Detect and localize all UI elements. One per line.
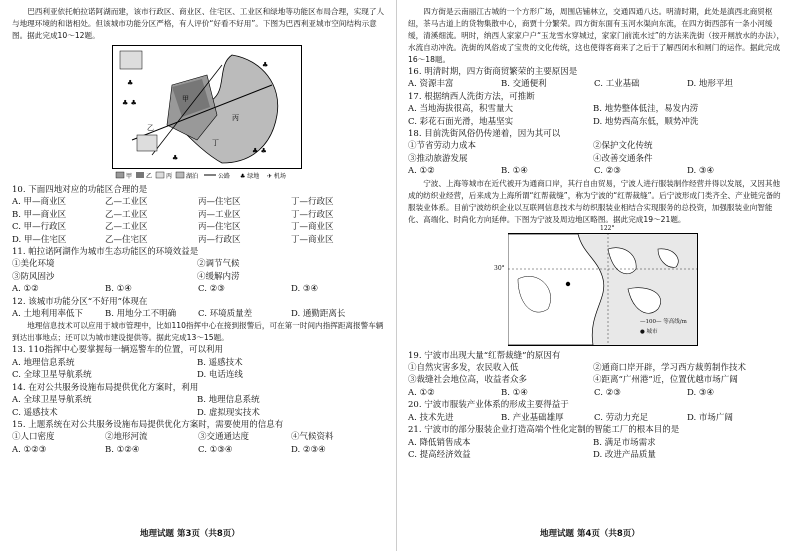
q20-stem: 20. 宁波市服装产业体系的形成主要得益于 — [408, 400, 569, 411]
option-text: A. 当地海拔很高，积雪量大 — [408, 104, 514, 115]
q10-option-a — [12, 196, 390, 208]
q15-items — [12, 431, 390, 443]
option-text: B. 地势整体低洼，易发内涝 — [593, 104, 699, 115]
svg-text:丙: 丙 — [166, 173, 173, 180]
option-text: D. 甲—住宅区 — [12, 234, 67, 245]
svg-text:甲: 甲 — [182, 95, 189, 103]
q17-options-2 — [408, 116, 786, 128]
option-text: C. ②③ — [594, 387, 621, 398]
q21-options-2 — [408, 449, 786, 461]
option-text: C. ②③ — [198, 284, 225, 295]
q17-options-1 — [408, 103, 786, 115]
right-page-footer: 地理试题 第4页（共8页） — [540, 529, 640, 539]
map-latitude-label: 30° — [494, 264, 505, 272]
option-text: B. ①④ — [501, 387, 528, 398]
q17-stem: 17. 根据纳西人洗街方法，可推断 — [408, 91, 535, 102]
q20-options — [408, 412, 786, 424]
option-text: A. 甲—商业区 — [12, 197, 67, 208]
option-text: C. 环境质量差 — [198, 309, 253, 320]
option-text: A. ①② — [408, 166, 435, 177]
q13-options-1 — [12, 357, 390, 369]
option-text: 乙—工业区 — [105, 222, 148, 233]
q10-option-c — [12, 221, 390, 233]
brasilia-map-svg — [112, 45, 302, 181]
q18-options — [408, 165, 786, 177]
option-text: B. 地理信息系统 — [197, 395, 260, 406]
option-text: ①节省劳动力成本 — [408, 141, 477, 152]
option-text: 丁—商业区 — [291, 234, 334, 245]
option-text: ②地形河流 — [105, 432, 148, 443]
option-text: D. ②③④ — [291, 444, 326, 455]
option-text: ①人口密度 — [12, 432, 55, 443]
option-text: A. 土地利用率低下 — [12, 309, 84, 320]
q10-stem: 10. 下面四地对应的功能区合理的是 — [12, 185, 148, 195]
svg-text:♣: ♣ — [172, 154, 179, 162]
option-text: C. 甲—行政区 — [12, 222, 67, 233]
q12-stem: 12. 该城市功能分区“不好用”体现在 — [12, 296, 148, 307]
option-text: ②通商口岸开辟，学习西方裁剪制作技术 — [593, 363, 747, 374]
map-city-legend: ● 城市 — [640, 328, 658, 335]
option-text: C. ①③④ — [198, 444, 233, 455]
option-text: ④缓解内涝 — [197, 271, 240, 282]
svg-text:♣ ♣: ♣ ♣ — [252, 147, 267, 155]
brasilia-map — [112, 45, 302, 181]
option-text: C. 提高经济效益 — [408, 449, 471, 460]
option-text: B. 产业基础雄厚 — [501, 412, 564, 423]
option-text: 丙—行政区 — [198, 234, 241, 245]
option-text: A. 降低销售成本 — [408, 437, 471, 448]
option-text: B. ①②④ — [105, 444, 140, 455]
option-text: ④气候资料 — [291, 432, 334, 443]
option-text: B. 用地分工不明确 — [105, 309, 177, 320]
option-text: D. 电话连线 — [197, 370, 243, 381]
option-text: B. 满足市场需求 — [593, 437, 656, 448]
svg-text:甲: 甲 — [126, 173, 133, 180]
q16-stem: 16. 明清时期，四方街商贸繁荣的主要原因是 — [408, 67, 578, 77]
option-text: C. 遥感技术 — [12, 407, 58, 418]
q12-options — [12, 308, 390, 320]
svg-text:乙: 乙 — [146, 173, 153, 180]
q14-options-2 — [12, 407, 390, 419]
left-page-footer: 地理试题 第3页（共8页） — [140, 529, 240, 539]
map-longitude-label: 122° — [600, 224, 615, 232]
option-text: D. 虚拟现实技术 — [197, 407, 260, 418]
svg-text:丁: 丁 — [212, 139, 219, 147]
option-text: 乙—工业区 — [105, 209, 148, 220]
passage-sifang-street: 四方街是云南丽江古城的一个方形广场，周围店铺林立，交通四通八达。明清时期，此处是滇西北商贸枢纽，茶马古道上的货物集散中心，商贾十分繁荣。四方街东面有玉河水渠向东流，在四方街西部有一条小河缓缓，清溪细流。明时，纳西人家家户户“玉龙雪水穿城过，家家门前流水过”的方法来洗街（按开闸放水的办法），水流自动冲洗。洗街的风俗成了宝贵的文化传统，这也使得客商来了之后于了解西闭水和闸门的运作。据此完成16～18题。 — [408, 7, 785, 64]
svg-text:♣: ♣ — [262, 61, 269, 69]
q11-options — [12, 283, 390, 295]
option-text: A. 技术先进 — [408, 412, 454, 423]
option-text: A. 全球卫星导航系统 — [12, 395, 92, 406]
option-text: 丁—商业区 — [291, 222, 334, 233]
option-text: ②调节气候 — [197, 259, 240, 270]
q11-items-2 — [12, 271, 390, 283]
q13-options-2 — [12, 369, 390, 381]
option-text: D. 地形平坦 — [687, 79, 733, 90]
q19-items-1 — [408, 362, 786, 374]
option-text: ①美化环境 — [12, 259, 55, 270]
svg-text:公路: 公路 — [218, 173, 231, 180]
left-page — [12, 6, 390, 456]
q15-options — [12, 444, 390, 456]
q14-options-1 — [12, 394, 390, 406]
option-text: 丁—行政区 — [291, 209, 334, 220]
option-text: A. ①②③ — [12, 444, 47, 455]
option-text: ③推动旅游发展 — [408, 153, 468, 164]
option-text: ④距离“广州港”近，位置优越市场广阔 — [593, 375, 738, 386]
q13-stem: 13. 110指挥中心要掌握每一辆巡警车的位置，可以利用 — [12, 345, 223, 356]
right-page — [408, 6, 786, 461]
q10-option-d — [12, 234, 390, 246]
option-text: A. 地理信息系统 — [12, 357, 75, 368]
option-text: A. 资源丰富 — [408, 79, 454, 90]
option-text: B. 甲—商业区 — [12, 209, 67, 220]
svg-text:♣: ♣ — [127, 79, 134, 87]
q16-options — [408, 78, 786, 90]
q19-items-2 — [408, 374, 786, 386]
q11-stem: 11. 帕拉诺阿湖作为城市生态功能区的环境效益是 — [12, 247, 199, 258]
option-text: 丁—行政区 — [291, 197, 334, 208]
option-text: B. ①④ — [501, 166, 528, 177]
q18-items-2 — [408, 153, 786, 165]
q19-options — [408, 387, 786, 399]
q18-stem: 18. 目前洗街风俗仍传递着，因为其可以 — [408, 129, 561, 140]
option-text: C. 全球卫星导航系统 — [12, 370, 92, 381]
ningbo-map — [494, 224, 698, 347]
option-text: D. 改进产品质量 — [593, 449, 656, 460]
option-text: B. 交通便利 — [501, 79, 547, 90]
q18-items-1 — [408, 140, 786, 152]
option-text: C. 劳动力充足 — [594, 412, 649, 423]
q10-option-b — [12, 209, 390, 221]
option-text: ②保护文化传统 — [593, 141, 653, 152]
option-text: A. ①② — [12, 284, 39, 295]
q11-items-1 — [12, 258, 390, 270]
option-text: ③裁缝社会地位高，收益者众多 — [408, 375, 528, 386]
option-text: ③交通通达度 — [198, 432, 250, 443]
q15-stem: 15. 上题系统在对公共服务设施布局提供优化方案时，需要使用的信息有 — [12, 419, 284, 430]
option-text: 丙—住宅区 — [198, 222, 241, 233]
option-text: D. ③④ — [291, 284, 319, 295]
svg-text:丙: 丙 — [232, 114, 239, 122]
option-text: 乙—工业区 — [105, 197, 148, 208]
svg-text:湖泊: 湖泊 — [186, 173, 199, 180]
option-text: 丙—工业区 — [198, 209, 241, 220]
option-text: ①自然灾害多发，农民收入低 — [408, 363, 519, 374]
page-divider — [396, 0, 397, 551]
option-text: 乙—住宅区 — [105, 234, 148, 245]
option-text: B. 遥感技术 — [197, 357, 243, 368]
passage-brasilia: 巴西利亚依托帕拉诺阿湖而建，该市行政区、商业区、住宅区、工业区和绿地等功能区布局合理，实现了人与地理环境的和谐相处。但该城市功能分区严格，有人评价“好看不好用”。下图为巴西利亚城市空间结构示意图。据此完成10～12题。 — [12, 7, 385, 40]
option-text: C. 工业基础 — [594, 79, 640, 90]
option-text: ④改善交通条件 — [593, 153, 653, 164]
option-text: D. ③④ — [687, 387, 715, 398]
q21-stem: 21. 宁波市的部分服装企业打造高端个性化定制的智能工厂的根本目的是 — [408, 425, 680, 436]
ningbo-map-svg — [508, 229, 698, 347]
option-text: C. 彩花石面光滑，地基坚实 — [408, 116, 514, 127]
option-text: D. ③④ — [687, 166, 715, 177]
option-text: D. 市场广阔 — [687, 412, 733, 423]
option-text: D. 地势西高东低，顺势冲洗 — [593, 116, 699, 127]
option-text: A. ①② — [408, 387, 435, 398]
svg-text:♣ 绿地: ♣ 绿地 — [240, 173, 260, 180]
q19-stem: 19. 宁波市出现大量“红帮裁缝”的原因有 — [408, 350, 561, 361]
option-text: ③防风固沙 — [12, 271, 55, 282]
option-text: D. 通勤距离长 — [291, 309, 346, 320]
passage-gis: 地理信息技术可以应用于城市管理中，比如110指挥中心在接到报警后，可在第一时间内指挥距离报警车辆到达出事地点；还可以为城市建设提供等。据此完成13～15题。 — [12, 321, 384, 343]
svg-text:♣ ♣: ♣ ♣ — [122, 99, 137, 107]
svg-text:✈ 机场: ✈ 机场 — [267, 173, 286, 180]
option-text: 丙—住宅区 — [198, 197, 241, 208]
q14-stem: 14. 在对公共服务设施布局提供优化方案时，利用 — [12, 382, 199, 393]
option-text: C. ②③ — [594, 166, 621, 177]
option-text: B. ①④ — [105, 284, 132, 295]
q21-options-1 — [408, 437, 786, 449]
passage-ningbo: 宁波、上海等城市在近代被开为通商口岸，其行自由贸易，宁波人进行服装制作经营并得以发展，又因其他成的纺织业经营，后来成为上海所谓“红帮裁缝”，称为宁波的“红帮裁缝”。后宁波形成门类齐全、产业链完备的服装业体系。目前宁波纺织企业以互联网信息技术与纺织服装业相结合实现服务的总投资，加强服装业向智能化、高端化、时尚化方向延伸。下图为宁波及周边地区略图。据此完成19～21题。 — [408, 178, 781, 224]
map-scale-legend: —100— 等高线/m — [640, 318, 687, 325]
svg-text:乙: 乙 — [147, 124, 154, 132]
